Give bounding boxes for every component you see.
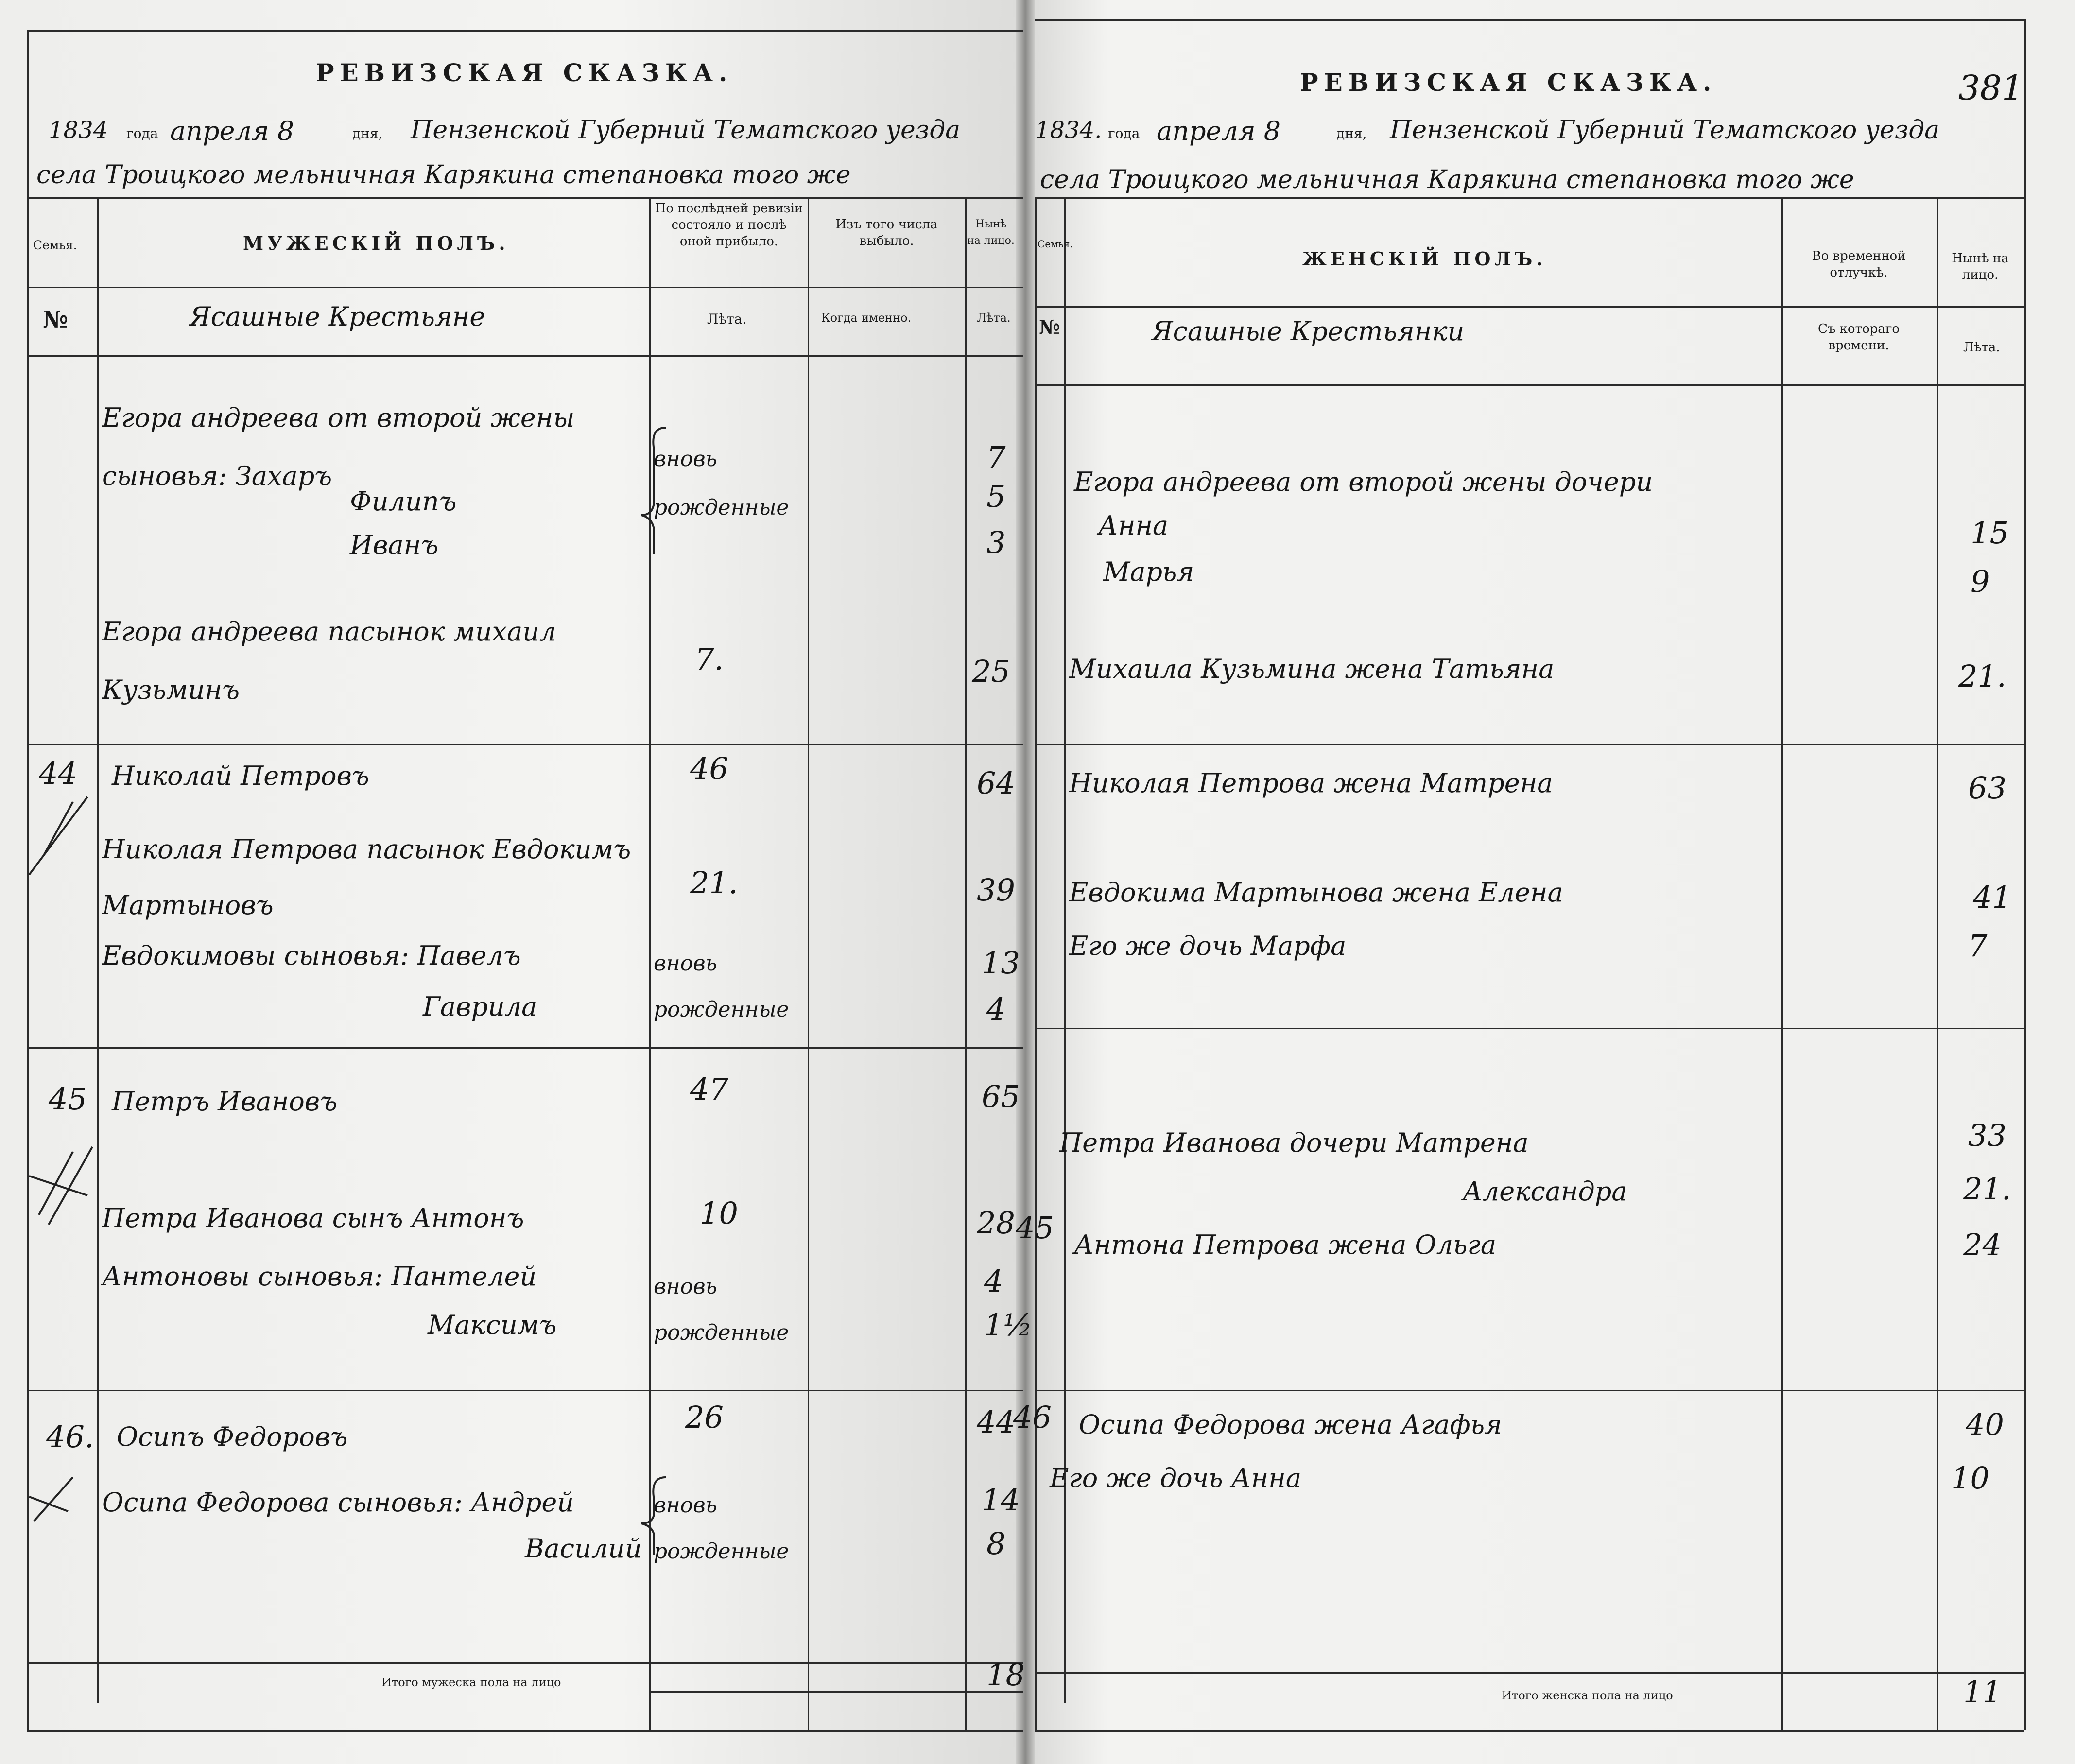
list-item-now: 33 — [1968, 1118, 2006, 1153]
right-sub-years: Лѣта. — [1963, 340, 2000, 355]
right-sub-names: Ясашные Крестьянки — [1152, 316, 1465, 346]
right-col-female: ЖЕНСКІЙ ПОЛЪ. — [1302, 248, 1547, 270]
left-sub-years-2: Лѣта. — [977, 311, 1011, 325]
list-item: Его же дочь Марфа — [1069, 931, 1347, 961]
list-item-now: 14 — [982, 1482, 1020, 1518]
right-sub-no: № — [1039, 316, 1060, 339]
left-sub-names: Ясашные Крестьяне — [190, 301, 485, 332]
right-heading-place-1: Пензенской Губерний Тематского уезда — [1390, 116, 1940, 145]
list-item: Петръ Ивановъ — [112, 1086, 338, 1117]
list-item: Николая Петрова пасынок Евдокимъ Мартыновъ — [102, 834, 631, 920]
list-item-now: 15 — [1971, 515, 2009, 551]
list-item-now: 44 — [977, 1404, 1015, 1440]
list-item-now: 21. — [1958, 658, 2006, 694]
list-item-now: 21. — [1963, 1171, 2011, 1207]
list-item: Егора андреева от второй жены сыновья: Захаръ — [102, 402, 575, 491]
list-item: Василий — [525, 1533, 642, 1564]
left-col-family: Семья. — [33, 238, 77, 252]
right-heading-day-label: дня, — [1336, 125, 1367, 141]
list-item-now: 10 — [1951, 1460, 1989, 1496]
left-heading-place-1: Пензенской Губерний Тематского уезда — [411, 116, 961, 145]
list-item: Егора андреева пасынок михаил Кузьминъ — [102, 616, 556, 705]
list-item-now: 7 — [986, 440, 1006, 475]
right-col-absent: Во временной отлучкѣ. — [1812, 249, 1906, 280]
list-item: Михаила Кузьмина жена Татьяна — [1069, 654, 1555, 684]
right-col-family: Семья. — [1038, 238, 1073, 250]
list-item-revision: 10 — [700, 1195, 738, 1231]
list-item: Филипъ — [350, 486, 457, 517]
right-heading-place-2: села Троицкого мельничная Карякина степановка того же — [1040, 165, 1854, 194]
list-item-family-no: 44 — [39, 756, 77, 791]
list-item-revision: вновь рожденные — [654, 951, 789, 1022]
right-total-value: 11 — [1963, 1674, 2002, 1710]
list-item-revision: 47 — [690, 1072, 728, 1107]
left-col-retired: Изъ того числа выбыло. — [835, 217, 938, 248]
list-item-now: 3 — [986, 525, 1006, 560]
left-page-title: РЕВИЗСКАЯ СКАЗКА. — [316, 58, 733, 87]
left-sub-years: Лѣта. — [707, 311, 747, 327]
list-item: Евдокима Мартынова жена Елена — [1069, 877, 1563, 908]
list-item: Его же дочь Анна — [1050, 1463, 1302, 1493]
right-heading-year: 1834. — [1035, 117, 1102, 144]
list-item: Максимъ — [428, 1310, 557, 1340]
list-item: Егора андреева от второй жены дочери — [1074, 467, 1653, 497]
list-item: Иванъ — [350, 530, 439, 560]
list-item-revision: вновь рожденные — [654, 1274, 789, 1345]
left-heading-place-2: села Троицкого мельничная Карякина степановка того же — [36, 160, 851, 190]
left-total-value: 18 — [986, 1657, 1025, 1693]
left-sub-no: № — [43, 306, 69, 333]
list-item: Петра Иванова сынъ Антонъ — [102, 1203, 524, 1233]
list-item-family-no: 46. — [46, 1419, 94, 1454]
list-item-now: 13 — [982, 945, 1020, 981]
list-item-now: 28 — [977, 1205, 1015, 1241]
list-item: Осипъ Федоровъ — [117, 1421, 348, 1452]
right-heading-year-label: года — [1108, 125, 1140, 141]
list-item-now: 40 — [1966, 1407, 2004, 1442]
list-item-now: 4 — [986, 991, 1006, 1027]
list-item-now: 1½ — [984, 1307, 1033, 1343]
list-item-now: 25 — [972, 654, 1010, 689]
list-item-revision: 46 — [690, 751, 728, 786]
list-item: Гаврила — [423, 991, 537, 1022]
list-item: Антоновы сыновья: Пантелей — [102, 1261, 537, 1292]
list-item-revision: вновь рожденные — [654, 1493, 789, 1564]
list-item-revision: 7. — [695, 641, 724, 677]
list-item-revision: 26 — [685, 1400, 724, 1435]
list-item: Осипа Федорова сыновья: Андрей — [102, 1487, 574, 1518]
left-heading-year-label: года — [126, 125, 158, 141]
list-item: Осипа Федорова жена Агафья — [1079, 1409, 1502, 1440]
left-heading-month: апреля 8 — [170, 116, 294, 146]
list-item-now: 4 — [984, 1263, 1003, 1299]
list-item: Петра Иванова дочери Матрена — [1059, 1127, 1529, 1158]
list-item: Антона Петрова жена Ольга — [1074, 1229, 1497, 1260]
list-item: Анна — [1098, 510, 1169, 541]
left-heading-day-label: дня, — [352, 125, 383, 141]
list-item: Марья — [1103, 556, 1194, 587]
right-sub-since: Съ котораго времени. — [1817, 322, 1900, 353]
list-item-revision: 21. — [690, 865, 738, 900]
list-item-now: 63 — [1968, 770, 2006, 806]
right-heading-month: апреля 8 — [1157, 116, 1281, 146]
page-number: 381 — [1958, 68, 2023, 108]
left-total-label: Итого мужеска пола на лицо — [381, 1676, 561, 1689]
right-page-title: РЕВИЗСКАЯ СКАЗКА. — [1300, 68, 1717, 97]
list-item-now: 8 — [986, 1526, 1006, 1561]
right-col-now: Нынѣ на лицо. — [1952, 251, 2009, 282]
list-item-now: 5 — [986, 479, 1006, 514]
left-heading-year: 1834 — [49, 117, 108, 144]
list-item-now: 24 — [1963, 1227, 2002, 1262]
list-item: Николая Петрова жена Матрена — [1069, 768, 1553, 798]
left-col-now: Нынѣ на лицо. — [967, 218, 1015, 247]
list-item: Александра — [1463, 1176, 1627, 1207]
left-strike-marks — [0, 0, 1024, 1764]
left-sub-when: Когда именно. — [821, 311, 912, 325]
left-col-last-revision: По послѣдней ревизіи состояло и послѣ оной прибыло. — [655, 201, 803, 249]
list-item-now: 39 — [977, 872, 1015, 908]
list-item: Николай Петровъ — [112, 761, 369, 791]
right-total-label: Итого женска пола на лицо — [1502, 1689, 1673, 1702]
left-col-male: МУЖЕСКІЙ ПОЛЪ. — [243, 232, 509, 254]
list-item: Евдокимовы сыновья: Павелъ — [102, 940, 521, 971]
list-item-now: 64 — [977, 765, 1015, 801]
list-item-revision: вновь рожденные — [654, 447, 789, 520]
list-item-family-no: 45 — [1016, 1210, 1054, 1245]
list-item-now: 41 — [1973, 880, 2011, 915]
list-item-family-no: 46 — [1013, 1400, 1052, 1435]
list-item-now: 65 — [982, 1079, 1020, 1114]
list-item-now: 7 — [1968, 928, 1988, 964]
list-item-now: 9 — [1971, 564, 1990, 599]
list-item-family-no: 45 — [49, 1081, 87, 1117]
